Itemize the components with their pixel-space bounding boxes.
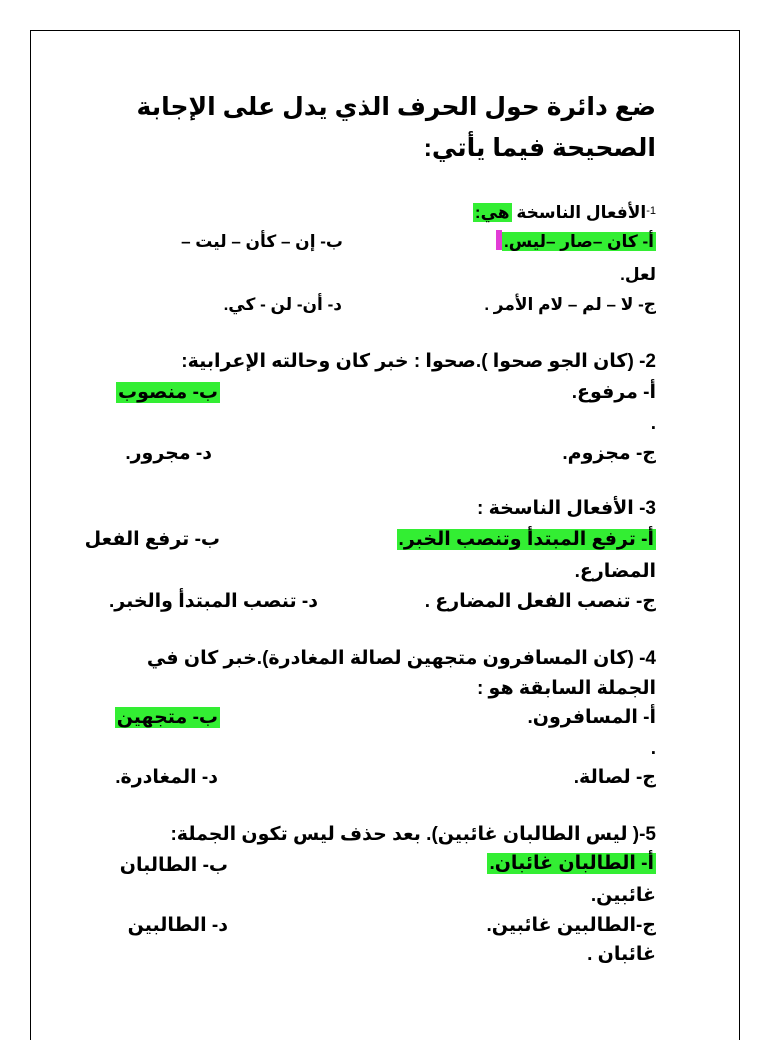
q5-option-a[interactable] [487, 852, 656, 876]
q1-stem-highlight: هي: [474, 203, 510, 222]
instruction-line-2: الصحيحة فيما يأتي: [423, 134, 656, 162]
q2-option-b-text: ب- منصوب [118, 382, 218, 403]
q4-stem-line-1: 4- (كان المسافرون متجهين لصالة المغادرة).خبر كان في [146, 648, 656, 669]
q3-option-b[interactable]: ب- ترفع الفعل [84, 529, 220, 550]
instruction-line-1: ضع دائرة حول الحرف الذي يدل على الإجابة [136, 93, 656, 121]
q1-option-c[interactable]: ج- لا – لم – لام الأمر . [484, 295, 656, 314]
q3-option-c[interactable]: ج- تنصب الفعل المضارع . [424, 591, 656, 612]
q4-option-d[interactable]: د- المغادرة. [115, 767, 218, 788]
q5-option-b[interactable]: ب- الطالبان [119, 855, 228, 876]
q2-option-b[interactable] [116, 381, 220, 405]
q3-option-d[interactable]: د- تنصب المبتدأ والخبر. [108, 591, 318, 612]
q4-option-b[interactable] [115, 706, 220, 730]
q1-option-b[interactable]: ب- إن – كأن – ليت – [181, 232, 343, 251]
q3-stem: 3- الأفعال الناسخة : [477, 498, 656, 519]
q1-stem-text: الأفعال الناسخة [516, 203, 647, 222]
q1-option-d[interactable]: د- أن- لن - كي. [223, 295, 342, 314]
q3-option-a-text: أ- ترفع المبتدأ وتنصب الخبر. [398, 529, 654, 550]
q2-option-d[interactable]: د- مجرور. [125, 443, 212, 464]
q3-option-b-continued: المضارع. [574, 561, 656, 582]
q5-option-d-continued: غائبان . [587, 944, 656, 965]
q2-stem: 2- (كان الجو صحوا ).صحوا : خبر كان وحالته الإعرابية: [181, 351, 656, 372]
q5-option-b-continued: غائبين. [590, 885, 656, 906]
q4-option-b-text: ب- متجهين [116, 707, 218, 728]
q5-option-a-text: أ- الطالبان غائبان. [489, 853, 654, 874]
q5-stem: 5-( ليس الطالبان غائبين). بعد حذف ليس تكون الجملة: [170, 824, 656, 845]
q4-option-a[interactable]: أ- المسافرون. [527, 707, 656, 728]
q2-option-a[interactable]: أ- مرفوع. [571, 382, 656, 403]
q1-option-a-text: أ- كان –صار –ليس. [503, 232, 654, 251]
q4-option-c[interactable]: ج- لصالة. [573, 767, 656, 788]
q1-stem [473, 200, 656, 224]
q5-option-d[interactable]: د- الطالبين [127, 915, 228, 936]
q4-stem-line-2: الجملة السابقة هو : [476, 678, 656, 699]
q5-option-c[interactable]: ج-الطالبين غائبين. [486, 915, 656, 936]
q2-option-c[interactable]: ج- مجزوم. [562, 443, 656, 464]
q4-dot: . [650, 738, 656, 759]
q2-dot: . [650, 413, 656, 434]
q1-option-a[interactable] [496, 230, 656, 253]
q1-option-b-continued: لعل. [620, 265, 656, 284]
q3-option-a[interactable] [397, 528, 656, 552]
q1-number: 1- [646, 205, 656, 217]
